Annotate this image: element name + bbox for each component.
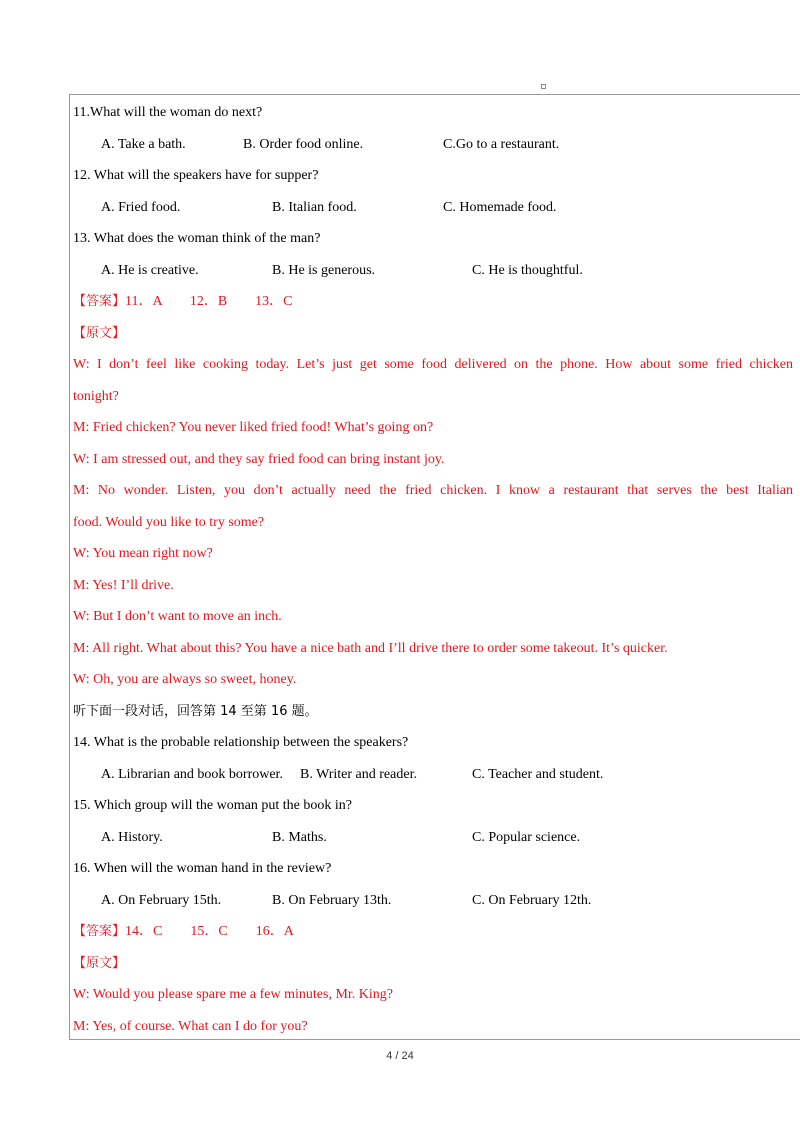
answer-label: 【答案】 [73,924,126,939]
dialogue-line: W: But I don’t want to move an inch. [73,609,282,624]
option-b: B. Italian food. [272,199,357,215]
options-16 [73,885,793,917]
option-b: B. Maths. [272,829,327,845]
original-label-1: 【原文】 [73,325,126,341]
anchor-mark [541,84,546,89]
option-c: C. Homemade food. [443,199,557,215]
dialogue-line: W: Would you please spare me a few minutes, Mr. King? [73,987,394,1002]
option-a: A. On February 15th. [101,892,222,908]
dialogue-line: W: I am stressed out, and they say fried food can bring instant joy. [73,451,445,467]
options-12 [73,192,793,224]
question-15: 15. Which group will the woman put the book in? [73,798,352,813]
option-a: A. He is creative. [101,262,199,278]
option-a: A. Librarian and book borrower. [101,766,283,782]
option-a: A. Take a bath. [101,136,186,152]
options-14 [73,759,793,791]
dialogue-line: food. Would you like to try some? [73,514,265,530]
dialogue-line: M: Fried chicken? You never liked fried food! What’s going on? [73,420,434,435]
dialogue-line: W: Oh, you are always so sweet, honey. [73,672,297,687]
dialogue-line: M: Yes! I’ll drive. [73,577,174,593]
option-b: B. He is generous. [272,262,376,278]
option-b: B. Writer and reader. [300,766,417,782]
dialogue-line: M: All right. What about this? You have a nice bath and I’ll drive there to order some takeout. It’s quicker. [73,640,668,656]
option-b: B. Order food online. [243,136,364,152]
option-c: C. Teacher and student. [472,766,604,782]
dialogue-line: W: I don’t feel like cooking today. Let’s just get some food delivered on the phone. How about some fried chicken [73,357,793,372]
question-14: 14. What is the probable relationship between the speakers? [73,735,409,750]
options-13 [73,255,793,287]
option-c: C.Go to a restaurant. [443,136,560,152]
option-a: A. Fried food. [101,199,181,215]
dialogue-line: W: You mean right now? [73,546,213,561]
answer-text: 14．C 15．C 16．A [125,924,294,939]
answer-label: 【答案】 [73,294,126,309]
question-12: 12. What will the speakers have for supper? [73,168,319,183]
answer-key-1 [73,286,793,318]
options-15 [73,822,793,854]
question-11: 11.What will the woman do next? [73,105,263,120]
option-c: C. Popular science. [472,829,581,845]
page-number: 4 / 24 [386,1050,414,1062]
dialogue-line: M: Yes, of course. What can I do for you? [73,1018,308,1034]
option-b: B. On February 13th. [272,892,392,908]
option-c: C. On February 12th. [472,892,592,908]
option-c: C. He is thoughtful. [472,262,583,278]
document-body [73,97,793,1042]
option-a: A. History. [101,829,163,845]
question-16: 16. When will the woman hand in the review? [73,861,332,876]
question-13: 13. What does the woman think of the man? [73,231,321,246]
answer-text: 11．A 12．B 13．C [125,294,293,309]
instruction: 听下面一段对话，回答第 14 至第 16 题。 [73,703,318,719]
original-label-2: 【原文】 [73,955,126,971]
answer-key-2 [73,916,793,948]
dialogue-line: tonight? [73,388,119,404]
dialogue-line: M: No wonder. Listen, you don’t actually need the fried chicken. I know a restaurant that serves the best Italian [73,483,793,498]
options-11 [73,129,793,161]
